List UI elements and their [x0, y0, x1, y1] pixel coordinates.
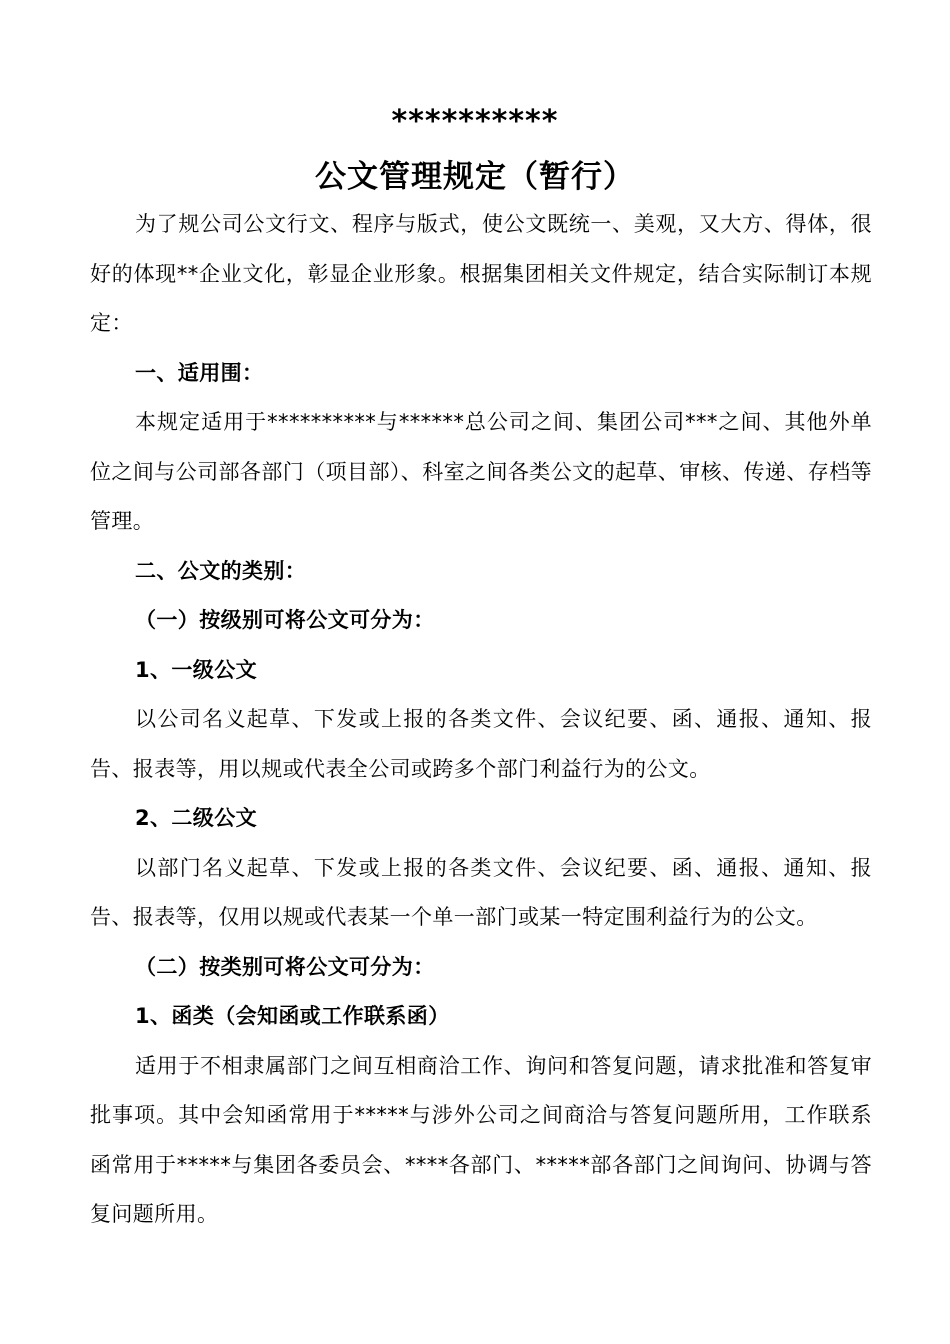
section-heading-categories: 二、公文的类别： [135, 558, 307, 583]
organization-name: ********** [391, 104, 559, 139]
letters-paragraph: 适用于不相隶属部门之间互相商洽工作、询问和答复问题，请求批准和答复审批事项。其中会知函常用于*****与涉外公司之间商洽与答复问题所用，工作联系函常用于*****与集团各委员会、****各部门、*****部各部门之间询问、协调与答复问题所用。 [90, 1053, 872, 1226]
level-two-paragraph: 以部门名义起草、下发或上报的各类文件、会议纪要、函、通报、通知、报告、报表等，仅用以规或代表某一个单一部门或某一特定围利益行为的公文。 [90, 855, 872, 929]
subheading-by-type: （二）按类别可将公文可分为： [135, 954, 435, 979]
intro-paragraph: 为了规公司公文行文、程序与版式，使公文既统一、美观，又大方、得体，很好的体现**企业文化，彰显企业形象。根据集团相关文件规定，结合实际制订本规定： [90, 212, 872, 335]
document-title: 公文管理规定（暂行） [315, 159, 635, 195]
item-heading-level-two: 2、二级公文 [135, 806, 258, 830]
scope-paragraph: 本规定适用于**********与******总公司之间、集团公司***之间、其他外单位之间与公司部各部门（项目部）、科室之间各类公文的起草、审核、传递、存档等管理。 [90, 410, 872, 533]
section-heading-scope: 一、适用围： [135, 360, 264, 385]
level-one-paragraph: 以公司名义起草、下发或上报的各类文件、会议纪要、函、通报、通知、报告、报表等，用以规或代表全公司或跨多个部门利益行为的公文。 [90, 707, 872, 781]
document-body [90, 200, 872, 1240]
subheading-by-level: （一）按级别可将公文可分为： [135, 608, 435, 632]
item-heading-level-one: 1、一级公文 [135, 657, 258, 682]
item-heading-letters: 1、函类（会知函或工作联系函） [135, 1004, 450, 1028]
